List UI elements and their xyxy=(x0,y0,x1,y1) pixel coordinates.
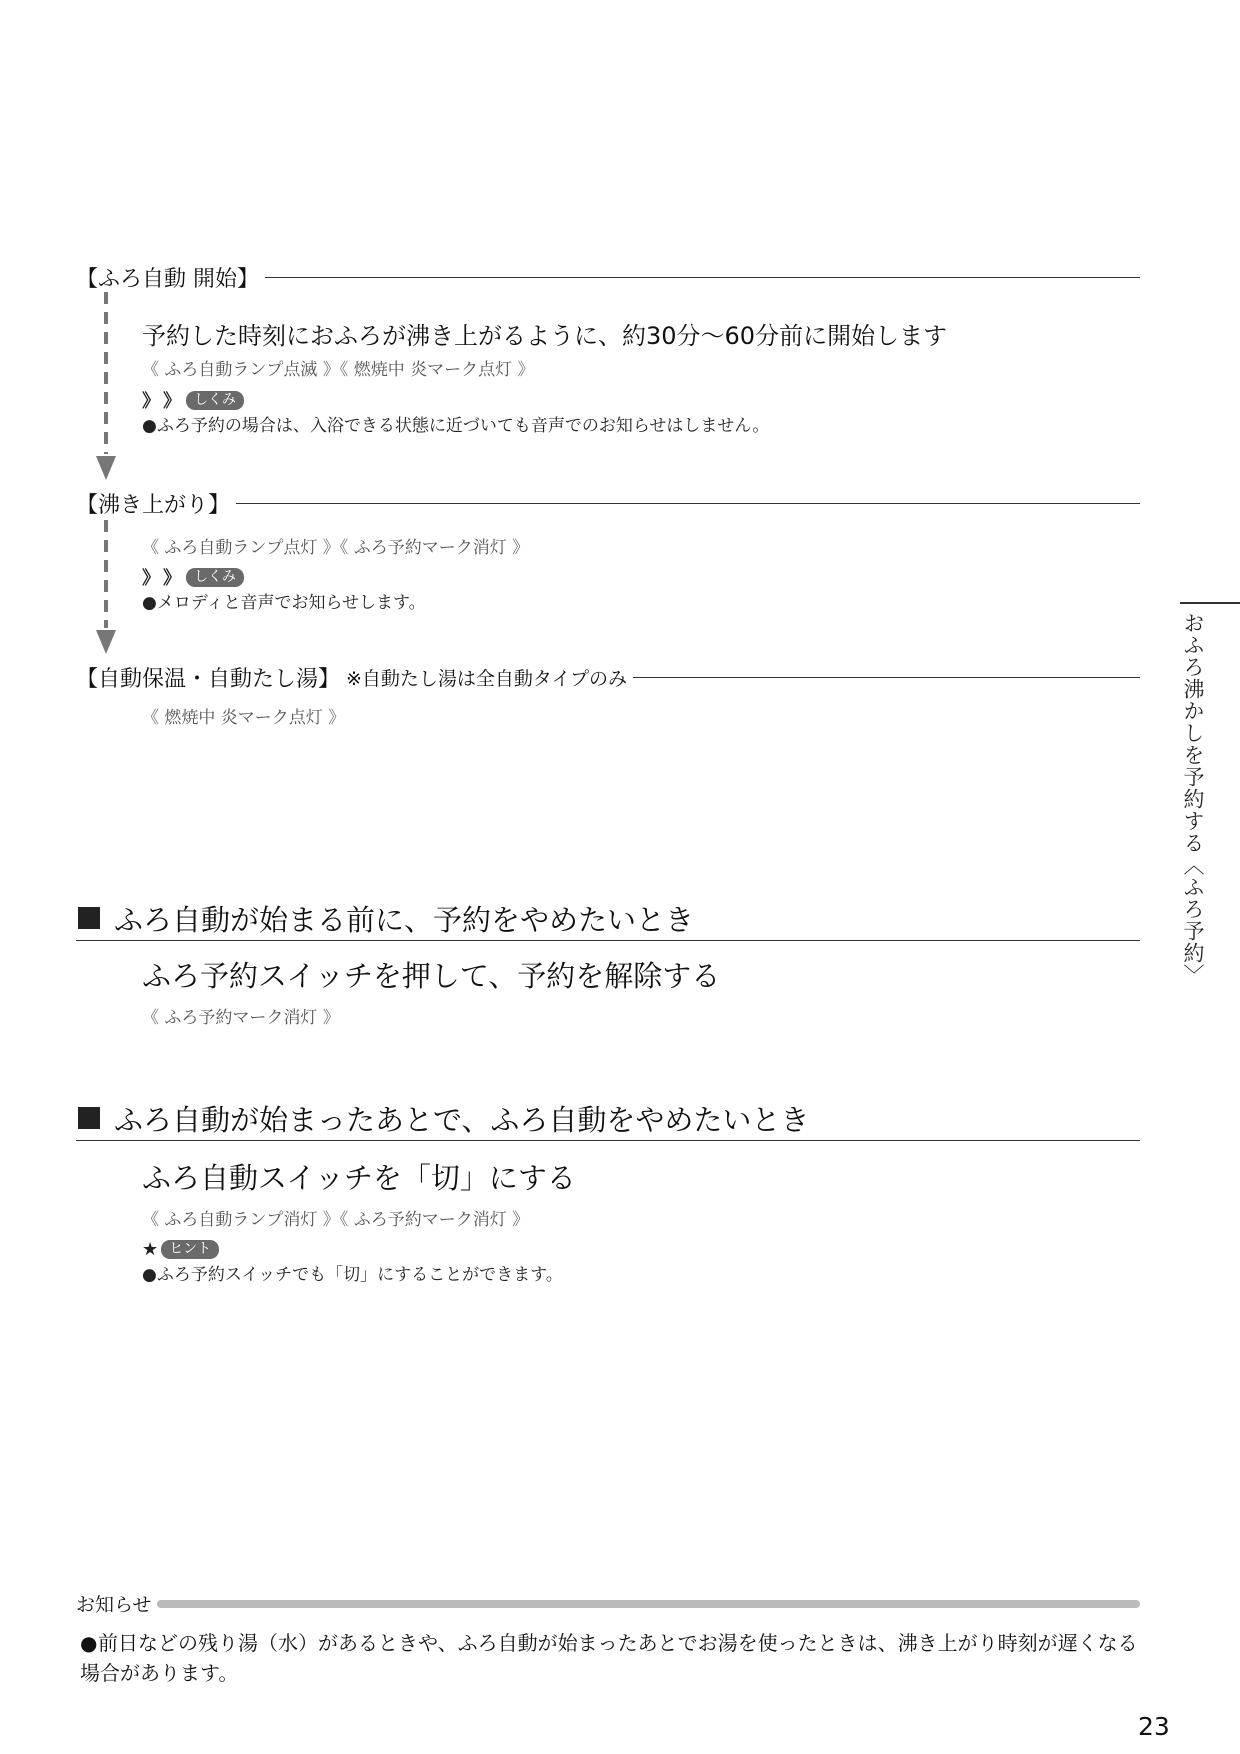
section-header-boil xyxy=(76,488,1140,519)
tag-label: しくみ xyxy=(186,391,244,410)
heading-text: ふろ自動が始まる前に、予約をやめたいとき xyxy=(114,902,695,937)
timeline-dash xyxy=(104,520,108,628)
arrow-down-icon xyxy=(96,456,116,480)
section-header-keep xyxy=(76,662,1140,693)
double-chevron-icon: 》 xyxy=(142,391,155,412)
star-icon: ★ xyxy=(142,1238,159,1260)
section-label: 【自動保温・自動たし湯】 xyxy=(76,667,341,692)
start-lead-text: 予約した時刻におふろが沸き上がるように、約30分～60分前に開始します xyxy=(142,322,948,350)
tag-label: しくみ xyxy=(186,568,244,587)
section-header-start xyxy=(76,262,1140,293)
side-tab-label: おふろ沸かしを予約する〈ふろ予約〉 xyxy=(1181,612,1205,986)
side-tab-rule xyxy=(1180,602,1240,604)
lamp-status: 《 燃焼中 炎マーク点灯 》 xyxy=(142,708,346,728)
divider xyxy=(633,677,1140,678)
bullet-icon: ● xyxy=(80,1631,98,1655)
page-number: 23 xyxy=(1138,1712,1170,1741)
notice-label: お知らせ xyxy=(76,1594,152,1616)
heading-cancel-after xyxy=(76,1096,1140,1141)
lamp-status: 《 ふろ自動ランプ点灯 》《 ふろ予約マーク消灯 》 xyxy=(142,538,530,558)
heading-cancel-before xyxy=(76,896,1140,941)
notice-body-text: 前日などの残り湯（水）があるときや、ふろ自動が始まったあとでお湯を使ったときは、沸き上がり時刻が遅くなる場合があります。 xyxy=(80,1631,1138,1685)
shikumi-note: ●ふろ予約の場合は、入浴できる状態に近づいても音声でのお知らせはしません。 xyxy=(142,416,770,436)
action-switch-off: ふろ自動スイッチを「切」にする xyxy=(142,1161,576,1195)
section-label: 【沸き上がり】 xyxy=(76,493,231,518)
square-bullet-icon xyxy=(78,1107,100,1129)
timeline-dash xyxy=(104,292,108,454)
hint-tag xyxy=(142,1238,219,1260)
arrow-down-icon xyxy=(96,630,116,654)
hint-note: ●ふろ予約スイッチでも「切」にすることができます。 xyxy=(142,1265,563,1285)
tag-label: ヒント xyxy=(161,1240,219,1259)
square-bullet-icon xyxy=(78,907,100,929)
double-chevron-icon: 》 xyxy=(163,568,176,589)
double-chevron-icon: 》 xyxy=(142,568,155,589)
lamp-status: 《 ふろ予約マーク消灯 》 xyxy=(142,1008,340,1028)
shikumi-tag xyxy=(142,389,244,411)
shikumi-tag xyxy=(142,566,244,588)
lamp-status: 《 ふろ自動ランプ点滅 》《 燃焼中 炎マーク点灯 》 xyxy=(142,360,535,380)
lamp-status: 《 ふろ自動ランプ消灯 》《 ふろ予約マーク消灯 》 xyxy=(142,1210,530,1230)
section-note: ※自動たし湯は全自動タイプのみ xyxy=(346,668,627,690)
divider xyxy=(236,503,1140,504)
notice-header xyxy=(76,1590,1140,1617)
shikumi-note: ●メロディと音声でお知らせします。 xyxy=(142,593,426,613)
section-label: 【ふろ自動 開始】 xyxy=(76,267,259,292)
divider xyxy=(265,277,1140,278)
heading-text: ふろ自動が始まったあとで、ふろ自動をやめたいとき xyxy=(114,1102,810,1137)
notice-bar xyxy=(157,1600,1140,1608)
notice-text xyxy=(80,1628,1150,1688)
double-chevron-icon: 》 xyxy=(163,391,176,412)
action-cancel-reservation: ふろ予約スイッチを押して、予約を解除する xyxy=(142,959,721,993)
